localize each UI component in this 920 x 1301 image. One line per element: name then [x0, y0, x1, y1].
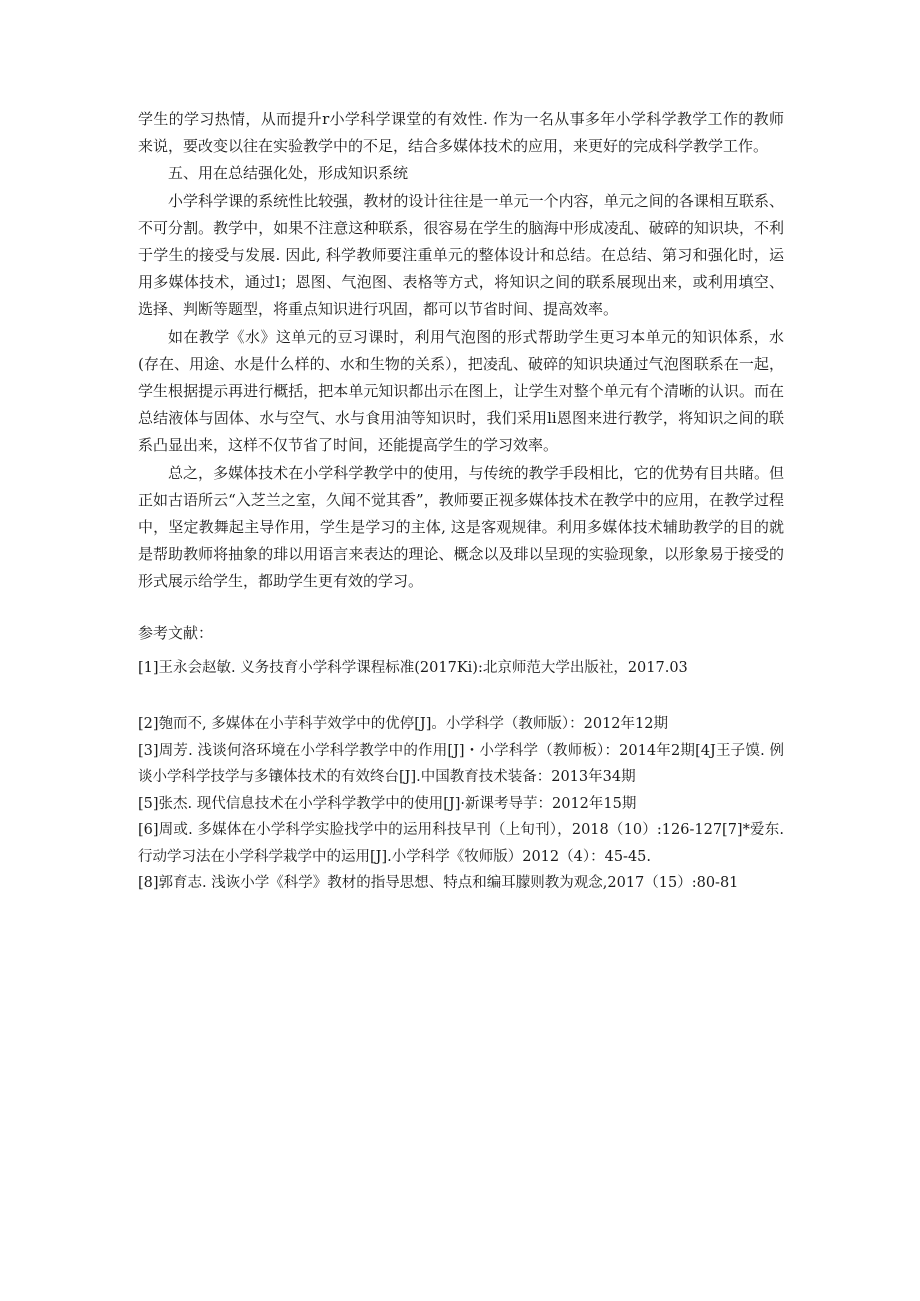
reference-item: [2]匏而不, 多媒体在小芋科芋效学中的优停[J]。小学科学（教师版）：2012年12期 [138, 716, 668, 733]
document-page [138, 106, 784, 897]
body-paragraph-2: 小学科学课的系统性比较强，教材的设计往往是一单元一个内容，单元之间的各课相互联系、不可分割。教学中，如果不注意这种联系，很容易在学生的脑海中形成凌乱、破碎的知识块，不利于学生的接受与发展. 因此, 科学教师要注重单元的整体设计和总结。在总结、第习和强化时，运用多媒体技术，通过l；恩图、气泡图、表格等方式，将知识之间的联系展现出来，或利用填空、选择、判断等题型，将重点知识进行巩固，都可以节省时间、提高效率。 [138, 191, 784, 319]
reference-item: [6]周或. 多媒体在小学科学实脸找学中的运用科技早刊（上旬刊），2018（10）:126-127[7]*爱东. 行动学习法在小学科学栽学中的运用[J].小学科学《牧师版）2012（4）：45-45. [138, 822, 784, 865]
section-heading-5: 五、用在总结强化处，形成知识系统 [168, 164, 409, 183]
reference-item: [8]郭育志. 浅诙小学《科学》教材的指导思想、特点和编耳朦则教为观念,2017（15）:80-81 [138, 875, 739, 892]
reference-item: [5]张杰. 现代信息技术在小学科学教学中的使用[J]·新课考导芋：2012年15期 [138, 795, 637, 812]
body-paragraph-3: 如在教学《水》这单元的豆习课时，利用气泡图的形式帮助学生更习本单元的知识体系，水(存在、用途、水是什么样的、水和生物的关系），把凌乱、破碎的知识块通过气泡图联系在一起，学生根据提示再进行概括，把本单元知识都出示在图上，让学生对整个单元有个清晰的认识。而在总结液体与固体、水与空气、水与食用油等知识时，我们采用li恩图来进行教学，将知识之间的联系凸显出来，这样不仅节省了时间，还能提高学生的学习效率。 [138, 327, 784, 455]
body-paragraph-4: 总之，多媒体技术在小学科学教学中的使用，与传统的教学手段相比，它的优势有目共睹。但正如古语所云“入芝兰之室，久闻不觉其香”，教师要正视多媒体技术在教学中的应用，在教学过程中，坚定教舞起主导作用，学生是学习的主体, 这是客观规律。利用多媒体技术辅助教学的目的就是帮助教师将抽象的琲以用语言来表达的理论、概念以及琲以呈现的实验现象，以形象易于接受的形式展示给学生，都助学生更有效的学习。 [138, 463, 784, 591]
reference-item: [1]王永会赵敏. 义务技育小学科学课程标准(2017Ki):北京师范大学出版社，2017.03 [138, 659, 688, 676]
reference-item: [3]周芳. 浅谈何洛环境在小学科学教学中的作用[J]・小学科学（教师板）：2014年2期[4J王子馍. 例谈小学科学技学与多镶体技术的有效终台[J].中国教育技术装备：2013年34期 [138, 742, 784, 786]
references-list [138, 655, 784, 897]
references-title: 参考文献： [138, 623, 214, 642]
body-paragraph-1: 学生的学习热情，从而提升r小学科学课堂的有效性. 作为一名从事多年小学科学教学工作的教师来说，要改变以往在实验教学中的不足，结合多媒体技术的应用，来更好的完成科学教学工作。 [138, 110, 784, 156]
